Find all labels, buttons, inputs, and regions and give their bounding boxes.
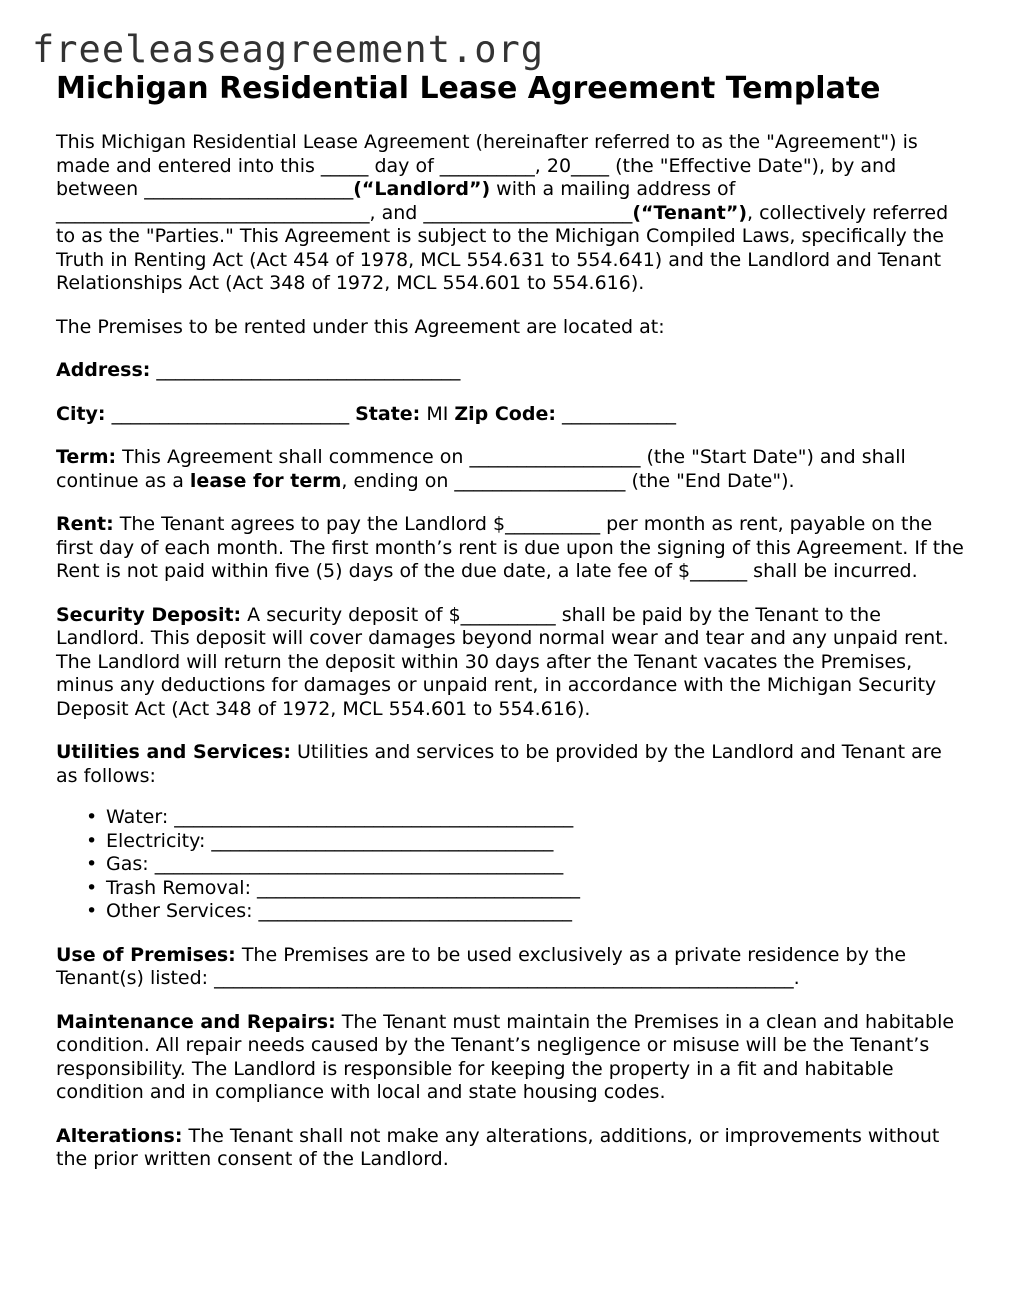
- rent-text: The Tenant agrees to pay the Landlord $__________ per month as rent, payable on the first day of each month. The first month’s rent is due upon the signing of this Agreement. If the Rent is not paid within five (5) days of the due date, a late fee of $______ shall be incurred.: [56, 513, 964, 582]
- city-blank: _________________________: [105, 402, 356, 425]
- security-deposit-label: Security Deposit:: [56, 603, 242, 626]
- address-label: Address:: [56, 359, 151, 381]
- address-line: [56, 359, 966, 383]
- location-line: [56, 403, 966, 427]
- maintenance-label: Maintenance and Repairs:: [56, 1010, 336, 1033]
- use-of-premises-paragraph: [56, 944, 966, 991]
- list-item: • Trash Removal: __________________________________: [86, 877, 966, 901]
- address-blank: ________________________________: [150, 359, 461, 381]
- term-paragraph: [56, 446, 966, 493]
- intro-text-2: with a mailing address of _________________________________, and ______________________: [56, 178, 736, 224]
- term-label: Term:: [56, 446, 117, 468]
- document-body: [56, 70, 966, 1192]
- list-item: • Gas: ___________________________________________: [86, 853, 966, 877]
- intro-text-3: , collectively referred to as the "Parties." This Agreement is subject to the Michigan Compiled Laws, specifically the Truth in Renting Act (Act 454 of 1978, MCL 554.631 to 554.641) and the Landlord and Tenant Relationships Act (Act 348 of 1972, MCL 554.601 to 554.616).: [56, 201, 949, 294]
- alterations-text: The Tenant shall not make any alterations, additions, or improvements without the prior written consent of the Landlord.: [56, 1124, 940, 1170]
- maintenance-paragraph: [56, 1011, 966, 1105]
- zip-label: Zip Code:: [454, 402, 556, 425]
- tenant-label: (“Tenant”): [632, 201, 747, 224]
- term-text-2: , ending on __________________ (the "End Date").: [341, 469, 795, 492]
- landlord-label: (“Landlord”): [353, 178, 491, 200]
- list-item: • Electricity: ____________________________________: [86, 830, 966, 854]
- utilities-text: Utilities and services to be provided by the Landlord and Tenant are as follows:: [56, 741, 942, 787]
- intro-paragraph: [56, 131, 966, 296]
- use-of-premises-label: Use of Premises:: [56, 943, 236, 966]
- intro-text-1: This Michigan Residential Lease Agreement (hereinafter referred to as the "Agreement") is made and entered into this _____ day of __________, 20____ (the "Effective Date"), by and between ______________________: [56, 131, 918, 200]
- alterations-paragraph: [56, 1125, 966, 1172]
- utilities-list: [56, 806, 966, 924]
- zip-blank: ____________: [555, 402, 676, 425]
- city-label: City:: [56, 402, 106, 425]
- use-of-premises-text: The Premises are to be used exclusively as a private residence by the Tenant(s) listed: _____________________________________________________________.: [56, 943, 907, 989]
- site-watermark: freeleaseagreement.org: [32, 28, 545, 71]
- maintenance-text: The Tenant must maintain the Premises in a clean and habitable condition. All repair needs caused by the Tenant’s negligence or misuse will be the Tenant’s responsibility. The Landlord is responsible for keeping the property in a fit and habitable condition and in compliance with local and state housing codes.: [56, 1010, 955, 1103]
- rent-paragraph: [56, 513, 966, 584]
- state-value: MI: [420, 402, 455, 425]
- term-bold: lease for term: [189, 469, 342, 492]
- security-deposit-paragraph: [56, 604, 966, 722]
- utilities-label: Utilities and Services:: [56, 741, 291, 763]
- alterations-label: Alterations:: [56, 1124, 183, 1147]
- utilities-paragraph: [56, 741, 966, 788]
- premises-intro: The Premises to be rented under this Agreement are located at:: [56, 315, 665, 338]
- state-label: State:: [355, 402, 421, 425]
- security-deposit-text: A security deposit of $__________ shall be paid by the Tenant to the Landlord. This deposit will cover damages beyond normal wear and tear and any unpaid rent. The Landlord will return the deposit within 30 days after the Tenant vacates the Premises, minus any deductions for damages or unpaid rent, in accordance with the Michigan Security Deposit Act (Act 348 of 1972, MCL 554.601 to 554.616).: [56, 603, 949, 720]
- document-title: Michigan Residential Lease Agreement Template: [56, 71, 881, 106]
- rent-label: Rent:: [56, 513, 114, 535]
- list-item: • Other Services: _________________________________: [86, 900, 966, 924]
- list-item: • Water: __________________________________________: [86, 806, 966, 830]
- term-text-1: This Agreement shall commence on __________________ (the "Start Date") and shall continue as a: [56, 446, 906, 492]
